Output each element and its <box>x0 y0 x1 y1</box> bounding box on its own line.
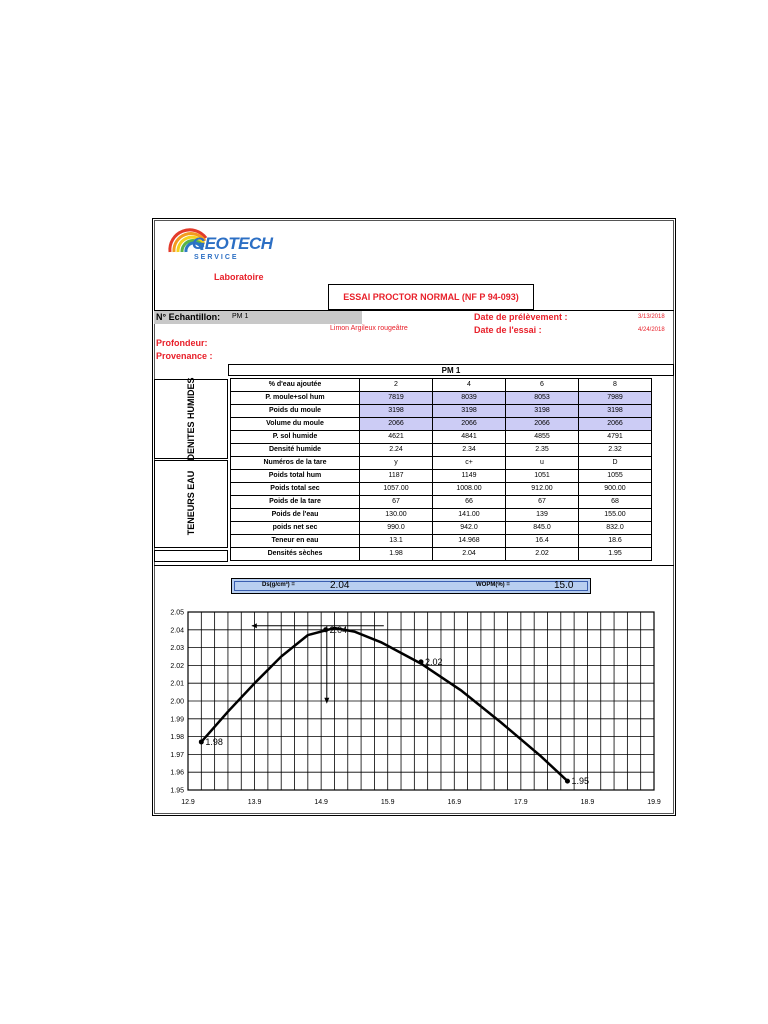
y-tick-label: 1.97 <box>170 751 184 759</box>
table-cell: 66 <box>433 496 506 509</box>
table-cell: D <box>579 457 652 470</box>
water-section-label: TENEURS EAU <box>186 470 196 536</box>
row-label: Teneur en eau <box>231 535 360 548</box>
table-cell: 1149 <box>433 470 506 483</box>
compaction-curve <box>201 628 567 781</box>
table-cell: 8053 <box>506 392 579 405</box>
sample-number-label: N° Echantillon: <box>156 312 221 322</box>
row-label: Poids de l'eau <box>231 509 360 522</box>
row-label: P. sol humide <box>231 431 360 444</box>
table-row <box>231 444 652 457</box>
table-cell: 139 <box>506 509 579 522</box>
row-label: Numéros de la tare <box>231 457 360 470</box>
y-tick-label: 1.95 <box>170 787 184 795</box>
data-point <box>323 627 328 632</box>
table-cell: 13.1 <box>360 535 433 548</box>
sample-description: Limon Argileux rougeâtre <box>330 325 408 332</box>
table-cell: 942.0 <box>433 522 506 535</box>
table-cell: 155.00 <box>579 509 652 522</box>
data-label: 1.98 <box>205 736 223 747</box>
depth-label: Profondeur: <box>156 338 208 348</box>
table-cell: 2066 <box>433 418 506 431</box>
table-cell: 3198 <box>506 405 579 418</box>
table-cell: 8 <box>579 379 652 392</box>
data-point <box>199 739 204 744</box>
sample-number-value: PM 1 <box>232 313 249 320</box>
logo-sub: SERVICE <box>194 254 239 261</box>
table-cell: 1008.00 <box>433 483 506 496</box>
table-row <box>231 418 652 431</box>
row-label: P. moule+sol hum <box>231 392 360 405</box>
table-title-bar <box>228 364 674 376</box>
table-row <box>231 548 652 561</box>
table-cell: 2.24 <box>360 444 433 457</box>
divider <box>154 565 674 566</box>
table-row <box>231 392 652 405</box>
row-label: Densité humide <box>231 444 360 457</box>
y-tick-label: 2.05 <box>170 609 184 617</box>
table-cell: 130.00 <box>360 509 433 522</box>
row-label: Densités sèches <box>231 548 360 561</box>
table-row <box>231 483 652 496</box>
test-title: ESSAI PROCTOR NORMAL (NF P 94-093) <box>343 292 519 302</box>
data-point <box>419 659 424 664</box>
table-cell: 1.98 <box>360 548 433 561</box>
lab-label: Laboratoire <box>214 272 264 282</box>
table-cell: 67 <box>360 496 433 509</box>
y-tick-label: 1.96 <box>170 769 184 777</box>
table-cell: 6 <box>506 379 579 392</box>
x-tick-label: 16.9 <box>447 799 462 806</box>
table-cell: 1055 <box>579 470 652 483</box>
table-cell: 845.0 <box>506 522 579 535</box>
table-cell: 67 <box>506 496 579 509</box>
table-row <box>231 496 652 509</box>
sampling-date-label: Date de prélèvement : <box>474 312 568 322</box>
table-cell: 2.02 <box>506 548 579 561</box>
table-cell: 912.00 <box>506 483 579 496</box>
y-tick-label: 2.02 <box>170 662 184 670</box>
table-cell: 2066 <box>506 418 579 431</box>
results-table <box>230 378 652 561</box>
x-tick-label: 12.9 <box>181 799 195 806</box>
table-cell: 1057.00 <box>360 483 433 496</box>
table-cell: 7819 <box>360 392 433 405</box>
x-tick-label: 14.9 <box>314 799 328 806</box>
table-cell: 4791 <box>579 431 652 444</box>
row-label: Poids de la tare <box>231 496 360 509</box>
y-tick-label: 2.01 <box>170 680 184 688</box>
data-label: 2.02 <box>425 656 443 667</box>
row-label: Poids total hum <box>231 470 360 483</box>
proctor-chart <box>160 600 670 812</box>
table-cell: 4855 <box>506 431 579 444</box>
table-row <box>231 535 652 548</box>
table-cell: 1051 <box>506 470 579 483</box>
table-cell: 4 <box>433 379 506 392</box>
table-cell: 900.00 <box>579 483 652 496</box>
humid-section-label: DENITES HUMIDES <box>186 377 196 461</box>
ds-value: 2.04 <box>330 580 350 591</box>
y-tick-label: 2.00 <box>170 698 184 706</box>
table-title: PM 1 <box>441 366 461 375</box>
table-cell: 4621 <box>360 431 433 444</box>
summary-bar <box>231 578 591 594</box>
x-tick-label: 19.9 <box>647 799 661 806</box>
row-label: Volume du moule <box>231 418 360 431</box>
table-cell: 16.4 <box>506 535 579 548</box>
dry-section-box <box>154 550 228 562</box>
table-row <box>231 509 652 522</box>
table-cell: 2066 <box>360 418 433 431</box>
wopm-label: WOPM(%) = <box>476 582 510 588</box>
x-tick-label: 17.9 <box>514 799 528 806</box>
table-row <box>231 431 652 444</box>
table-cell: 2.34 <box>433 444 506 457</box>
table-cell: 990.0 <box>360 522 433 535</box>
test-date-label: Date de l'essai : <box>474 325 542 335</box>
wopm-value: 15.0 <box>554 580 574 591</box>
table-cell: 8039 <box>433 392 506 405</box>
y-tick-label: 2.04 <box>170 627 184 635</box>
sampling-date-value: 3/13/2018 <box>638 314 665 320</box>
table-cell: 14.968 <box>433 535 506 548</box>
data-label: 1.95 <box>571 776 589 787</box>
table-cell: 2.32 <box>579 444 652 457</box>
x-tick-label: 15.9 <box>380 799 395 806</box>
table-cell: y <box>360 457 433 470</box>
table-cell: 2.04 <box>433 548 506 561</box>
table-cell: 2.35 <box>506 444 579 457</box>
table-row <box>231 379 652 392</box>
logo-name: GEOTECH <box>192 234 273 253</box>
table-cell: c+ <box>433 457 506 470</box>
data-point <box>565 779 570 784</box>
table-cell: 141.00 <box>433 509 506 522</box>
row-label: Poids du moule <box>231 405 360 418</box>
table-cell: 3198 <box>433 405 506 418</box>
table-cell: 2 <box>360 379 433 392</box>
origin-label: Provenance : <box>156 351 213 361</box>
table-cell: 1.95 <box>579 548 652 561</box>
table-cell: 2066 <box>579 418 652 431</box>
table-row <box>231 457 652 470</box>
table-cell: 18.6 <box>579 535 652 548</box>
table-cell: 3198 <box>579 405 652 418</box>
y-tick-label: 1.99 <box>170 716 184 724</box>
title-box <box>328 284 534 310</box>
table-cell: u <box>506 457 579 470</box>
ds-label: Ds(g/cm³) = <box>262 582 295 588</box>
table-row <box>231 470 652 483</box>
table-row <box>231 522 652 535</box>
table-cell: 832.0 <box>579 522 652 535</box>
x-tick-label: 18.9 <box>580 799 595 806</box>
x-tick-label: 13.9 <box>247 799 262 806</box>
table-cell: 68 <box>579 496 652 509</box>
table-cell: 3198 <box>360 405 433 418</box>
table-row <box>231 405 652 418</box>
divider <box>154 270 155 310</box>
row-label: poids net sec <box>231 522 360 535</box>
y-tick-label: 1.98 <box>170 734 184 742</box>
table-cell: 1187 <box>360 470 433 483</box>
row-label: % d'eau ajoutée <box>231 379 360 392</box>
row-label: Poids total sec <box>231 483 360 496</box>
table-cell: 4841 <box>433 431 506 444</box>
y-tick-label: 2.03 <box>170 645 184 653</box>
data-label: 2.04 <box>329 624 348 635</box>
test-date-value: 4/24/2018 <box>638 327 665 333</box>
table-cell: 7989 <box>579 392 652 405</box>
company-logo <box>166 224 273 266</box>
